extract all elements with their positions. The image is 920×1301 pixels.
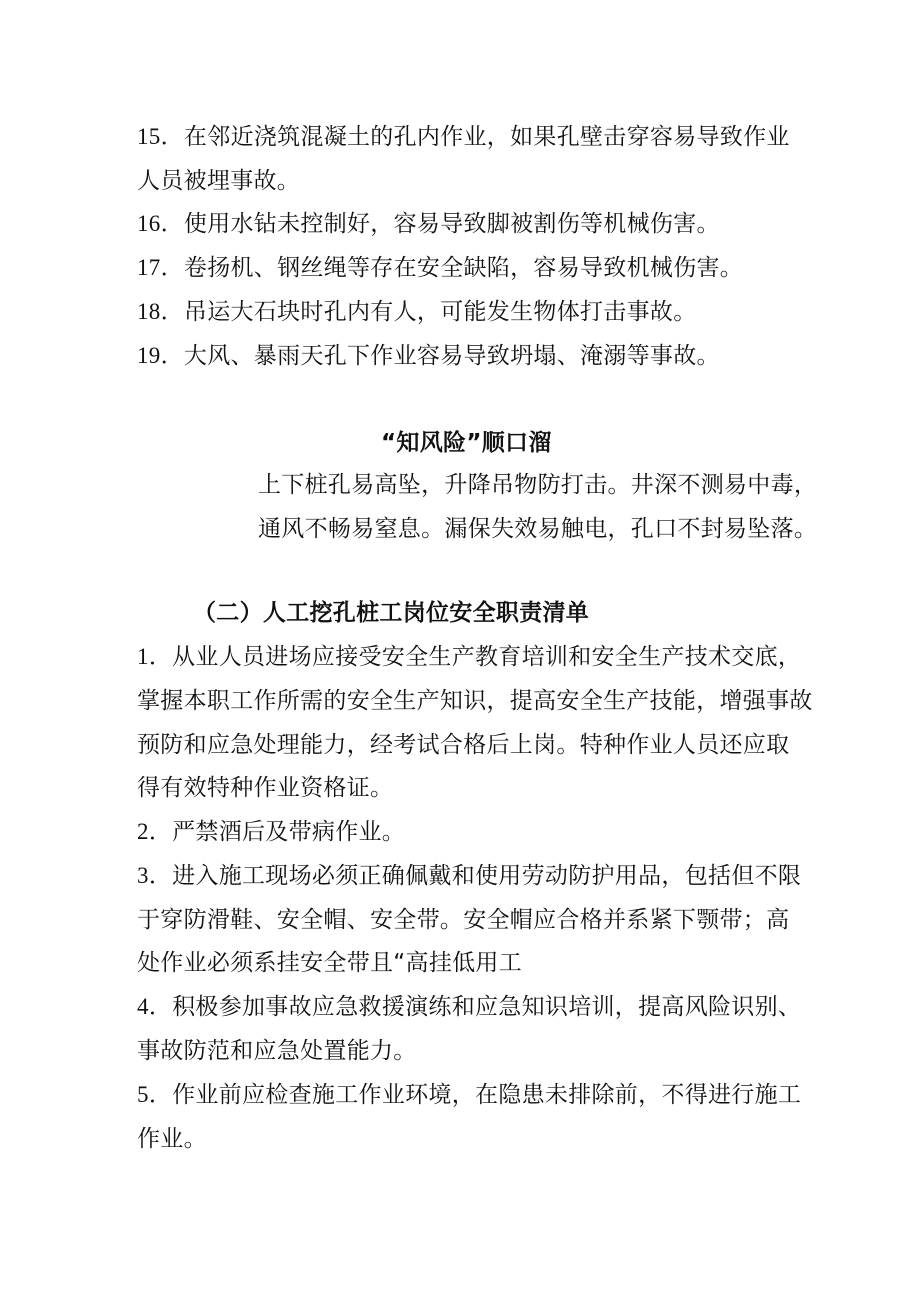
item-text: ．吊运大石块时孔内有人，可能发生物体打击事故。	[160, 299, 697, 325]
list-item-line	[137, 297, 697, 327]
list-item-line	[137, 122, 790, 152]
list-item-line: 事故防范和应急处置能力。	[137, 1038, 417, 1064]
item-text: ．积极参加事故应急救援演练和应急知识培训，提高风险识别、	[148, 994, 802, 1020]
item-number: 5	[137, 1082, 149, 1107]
list-item-line	[137, 817, 405, 847]
rhyme-line: 上下桩孔易高坠，升降吊物防打击。井深不测易中毒，	[258, 472, 818, 498]
item-text: ．进入施工现场必须正确佩戴和使用劳动防护用品，包括但不限	[148, 863, 802, 889]
section-heading: （二）人工挖孔桩工岗位安全职责清单	[193, 600, 590, 626]
list-item-line: 得有效特种作业资格证。	[137, 775, 394, 801]
list-item-line	[137, 861, 801, 891]
item-text: ．严禁酒后及带病作业。	[148, 819, 406, 845]
list-item-line	[137, 341, 720, 371]
list-item-line: 人员被埋事故。	[137, 168, 301, 194]
item-text: ．卷扬机、钢丝绳等存在安全缺陷，容易导致机械伤害。	[160, 255, 744, 281]
rhyme-title: “知风险”顺口溜	[381, 430, 552, 456]
item-number: 18	[137, 299, 161, 324]
item-number: 4	[137, 994, 149, 1019]
item-text: ．使用水钻未控制好，容易导致脚被割伤等机械伤害。	[160, 211, 720, 237]
item-number: 16	[137, 211, 161, 236]
list-item-line: 于穿防滑鞋、安全帽、安全带。安全帽应合格并系紧下颚带；高	[137, 907, 790, 933]
item-text: ．作业前应检查施工作业环境，在隐患未排除前，不得进行施工	[148, 1082, 802, 1108]
list-item-line	[137, 1080, 801, 1110]
item-number: 17	[137, 255, 161, 280]
list-item-line: 作业。	[137, 1126, 207, 1152]
item-text: ．从业人员进场应接受安全生产教育培训和安全生产技术交底，	[148, 644, 802, 670]
item-number: 3	[137, 863, 149, 888]
item-number: 15	[137, 124, 161, 149]
item-text: ．大风、暴雨天孔下作业容易导致坍塌、淹溺等事故。	[160, 343, 720, 369]
list-item-line	[137, 253, 743, 283]
list-item-line: 掌握本职工作所需的安全生产知识，提高安全生产技能，增强事故	[137, 688, 813, 714]
list-item-line: 处作业必须系挂安全带且“高挂低用工	[137, 950, 523, 976]
item-number: 19	[137, 343, 161, 368]
list-item-line	[137, 209, 720, 239]
rhyme-line: 通风不畅易窒息。漏保失效易触电，孔口不封易坠落。	[258, 516, 818, 542]
list-item-line: 预防和应急处理能力，经考试合格后上岗。特种作业人员还应取	[137, 732, 790, 758]
item-number: 1	[137, 644, 149, 669]
item-number: 2	[137, 819, 149, 844]
item-text: ．在邻近浇筑混凝土的孔内作业，如果孔壁击穿容易导致作业	[160, 124, 790, 150]
list-item-line	[137, 642, 801, 672]
list-item-line	[137, 992, 801, 1022]
